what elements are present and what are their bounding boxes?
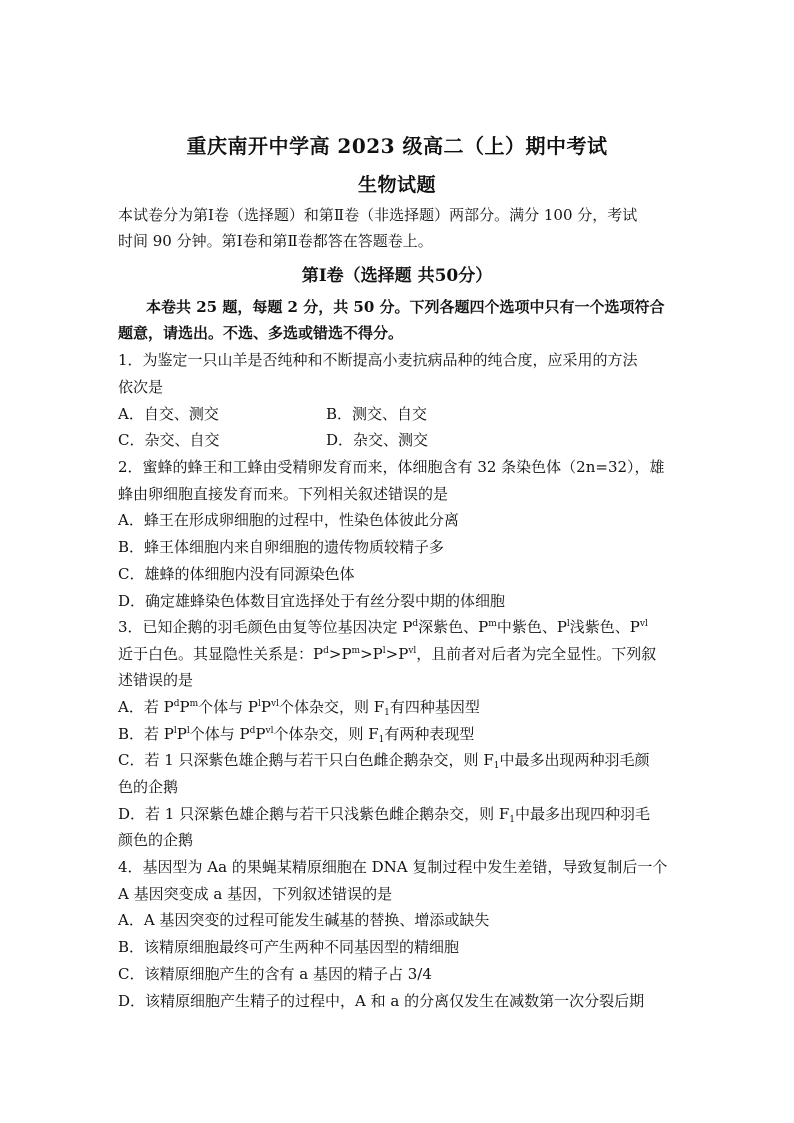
instructions-line-2: 题意，请选出。不选、多选或错选不得分。	[118, 324, 404, 342]
instructions-line-1: 本卷共 25 题，每题 2 分，共 50 分。下列各题四个选项中只有一个选项符合	[146, 298, 665, 316]
intro-line-1: 本试卷分为第Ⅰ卷（选择题）和第Ⅱ卷（非选择题）两部分。满分 100 分，考试	[118, 206, 638, 224]
q2-option-c: C．雄蜂的体细胞内没有同源染色体	[118, 565, 355, 583]
section-title: 第Ⅰ卷（选择题 共50分）	[301, 266, 493, 286]
q3-stem-line-1: 3．已知企鹅的羽毛颜色由复等位基因决定 $P^d$深紫色、$P^m$中紫色、$P^l$浅紫色、$P^{vl}$	[118, 618, 648, 636]
q1-option-a: A．自交、测交	[118, 405, 219, 423]
q3-option-c-line-1: C．若 1 只深紫色雄企鹅与若干只白色雌企鹅杂交，则 $F_1$中最多出现两种羽毛颜	[118, 751, 650, 771]
q3-option-b: B．若 $P^lP^l$个体与 $P^dP^{vl}$个体杂交，则 $F_1$有两种表现型	[118, 725, 475, 745]
q3-option-a: A．若 $P^dP^m$个体与 $P^lP^{vl}$个体杂交，则 $F_1$有四种基因型	[118, 698, 480, 718]
q2-stem-line-2: 蜂由卵细胞直接发育而来。下列相关叙述错误的是	[118, 485, 449, 503]
subject-title: 生物试题	[357, 174, 436, 196]
exam-title: 重庆南开中学高 2023 级高二（上）期中考试	[186, 134, 608, 158]
q4-option-a: A．A 基因突变的过程可能发生碱基的替换、增添或缺失	[118, 911, 490, 929]
q2-option-a: A．蜂王在形成卵细胞的过程中，性染色体彼此分离	[118, 511, 459, 529]
q2-option-b: B．蜂王体细胞内来自卵细胞的遗传物质较精子多	[118, 538, 445, 556]
q3-option-c-line-2: 色的企鹅	[118, 778, 179, 796]
q1-option-b: B．测交、自交	[326, 405, 428, 423]
q4-option-d: D．该精原细胞产生精子的过程中，A 和 a 的分离仅发生在减数第一次分裂后期	[118, 992, 645, 1010]
q1-stem-line-2: 依次是	[118, 378, 164, 396]
q2-option-d: D．确定雄蜂染色体数目宜选择处于有丝分裂中期的体细胞	[118, 592, 506, 610]
q3-stem-line-2: 近于白色。其显隐性关系是：$P^d>P^m>P^l>P^{vl}$，且前者对后者为完全显性。下列叙	[118, 645, 657, 663]
q4-option-b: B．该精原细胞最终可产生两种不同基因型的精细胞	[118, 938, 460, 956]
q3-stem-line-3: 述错误的是	[118, 671, 194, 689]
q4-option-c: C．该精原细胞产生的含有 a 基因的精子占 3/4	[118, 965, 432, 983]
q1-option-d: D．杂交、测交	[326, 431, 429, 449]
q1-option-c: C．杂交、自交	[118, 431, 220, 449]
q3-option-d-line-2: 颜色的企鹅	[118, 831, 194, 849]
intro-line-2: 时间 90 分钟。第Ⅰ卷和第Ⅱ卷都答在答题卷上。	[118, 232, 433, 250]
q4-stem-line-2: A 基因突变成 a 基因，下列叙述错误的是	[118, 885, 393, 903]
q4-stem-line-1: 4．基因型为 Aa 的果蝇某精原细胞在 DNA 复制过程中发生差错，导致复制后一个	[118, 858, 668, 876]
q1-stem-line-1: 1．为鉴定一只山羊是否纯种和不断提高小麦抗病品种的纯合度，应采用的方法	[118, 351, 638, 369]
q3-option-d-line-1: D．若 1 只深紫色雄企鹅与若干只浅紫色雌企鹅杂交，则 $F_1$中最多出现四种羽毛	[118, 805, 651, 825]
q2-stem-line-1: 2．蜜蜂的蜂王和工蜂由受精卵发育而来，体细胞含有 32 条染色体（2n=32），雄	[118, 458, 665, 476]
